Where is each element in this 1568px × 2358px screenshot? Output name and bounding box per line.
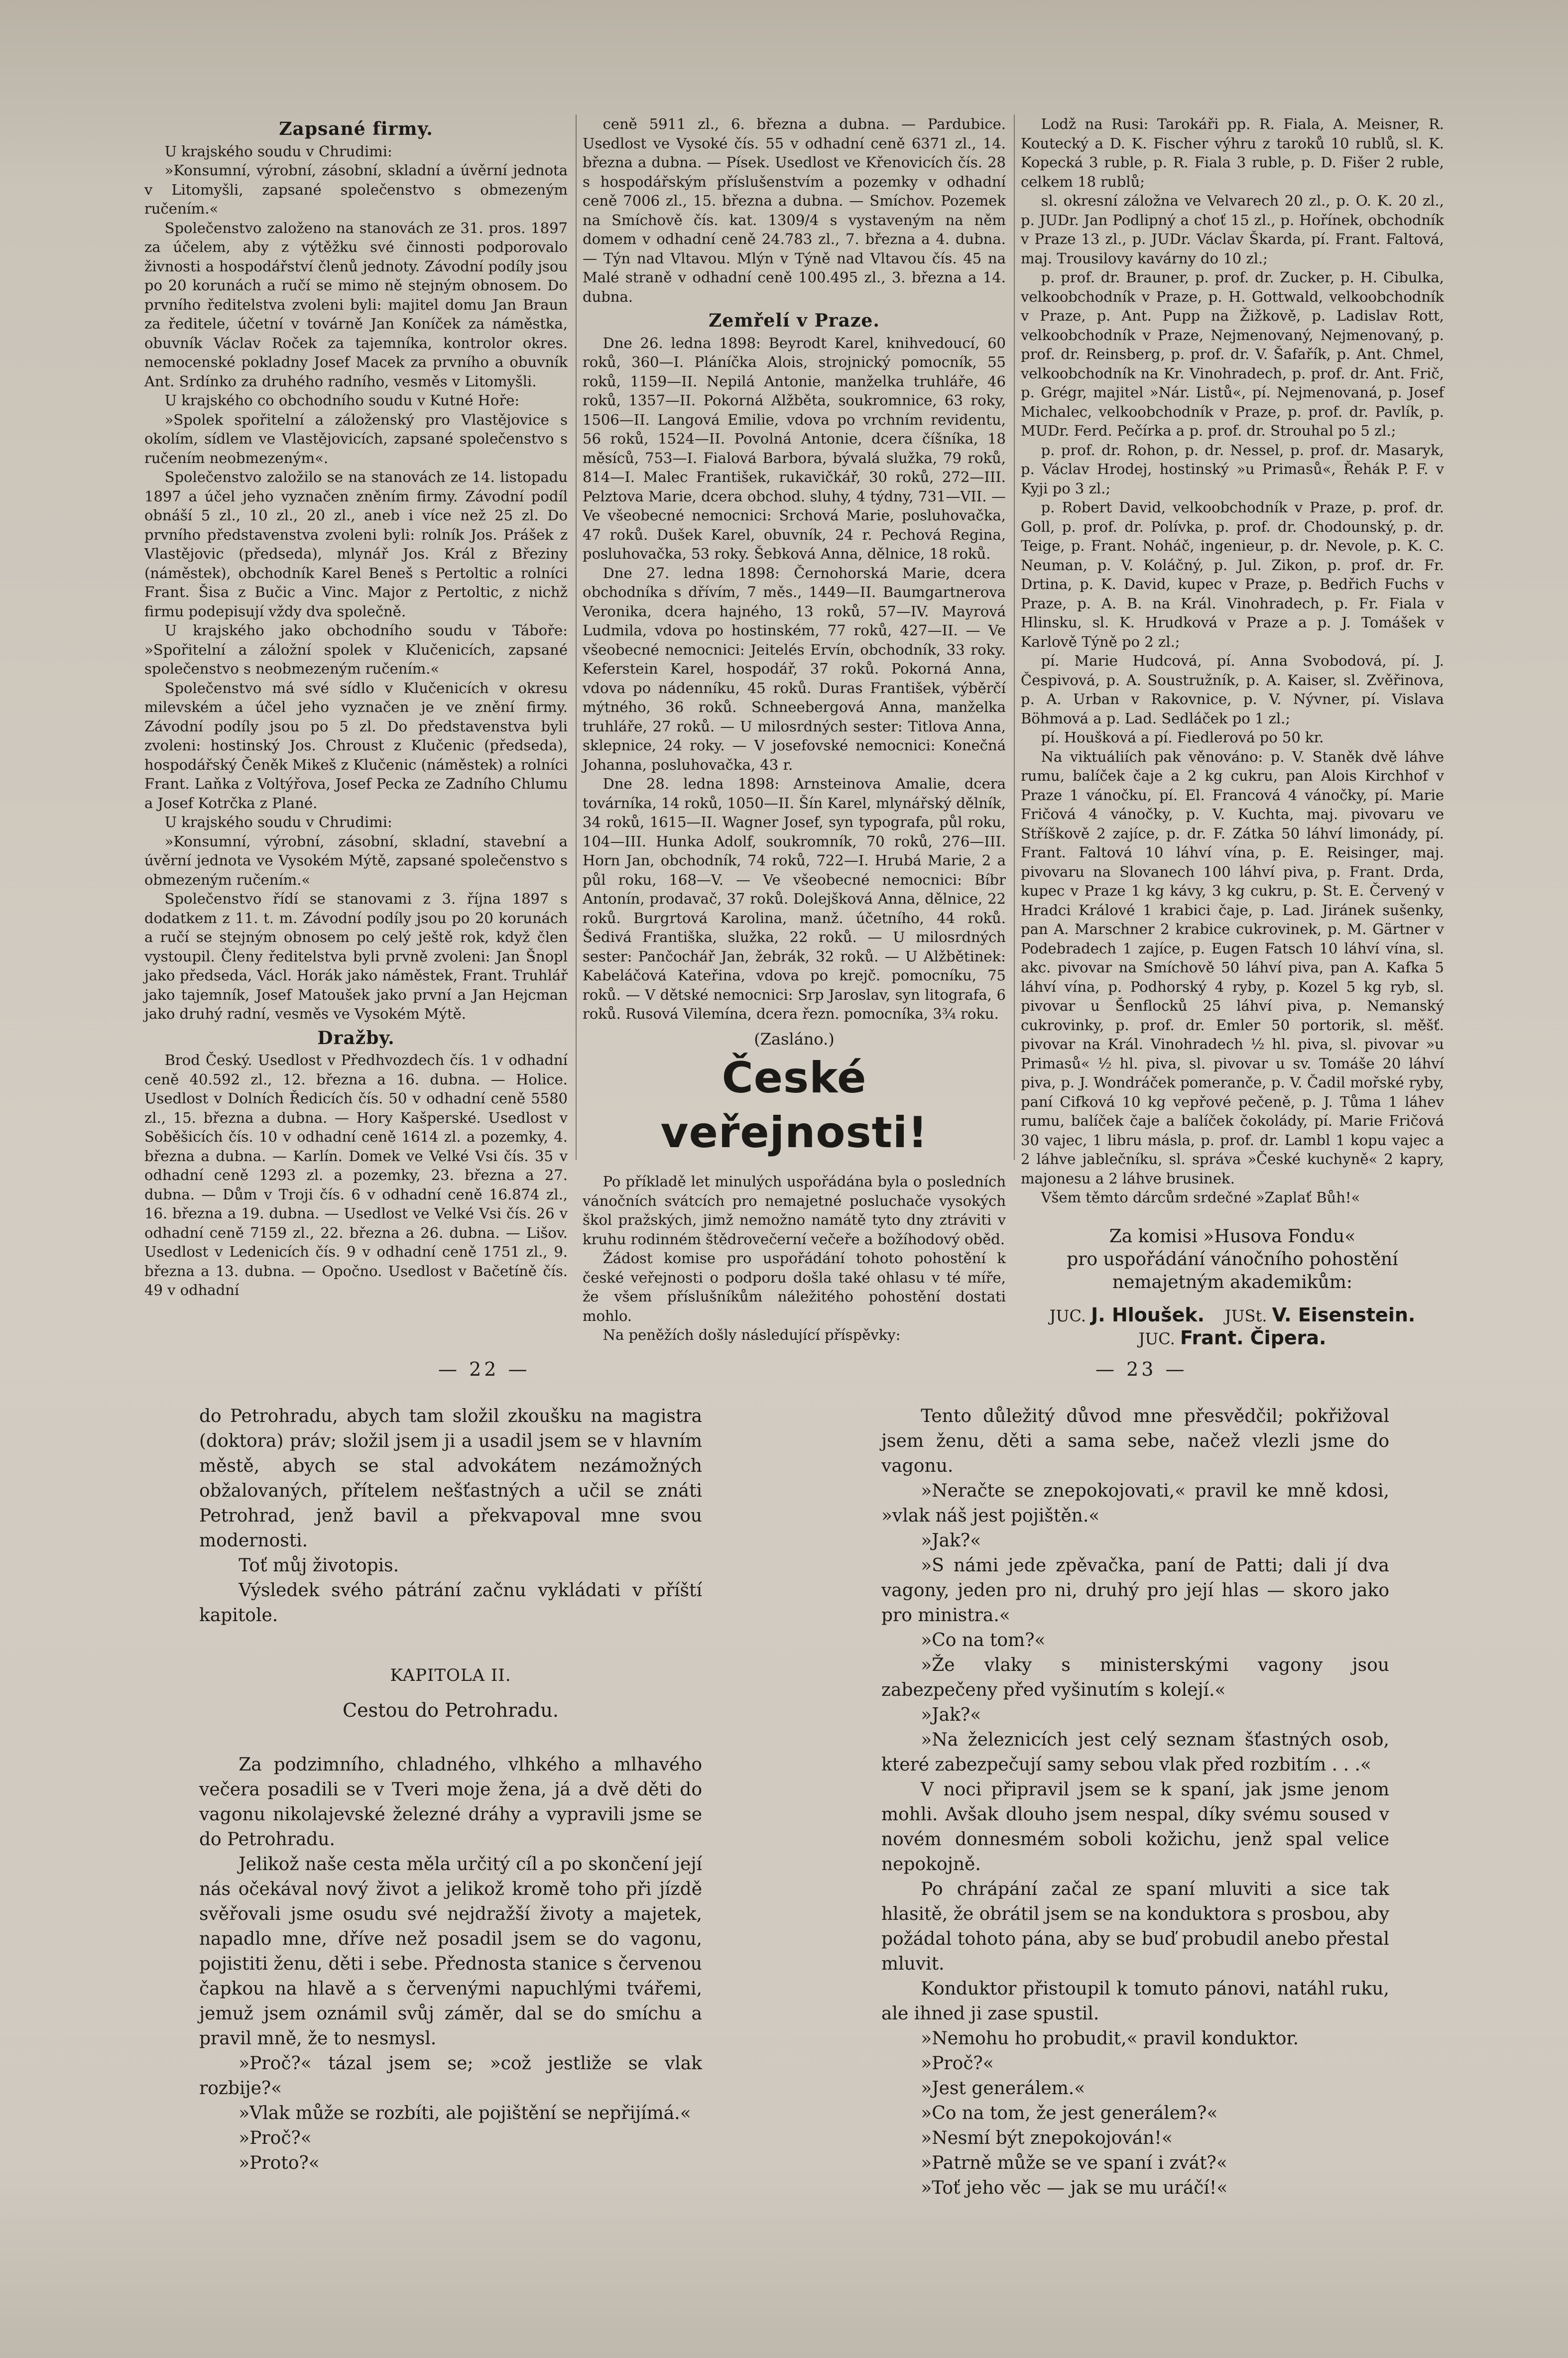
paragraph: »Jak?« — [921, 1531, 981, 1551]
section-heading-auctions: Dražby. — [317, 1027, 395, 1049]
paragraph: »Co na tom?« — [921, 1630, 1046, 1651]
signature-title: JUC. — [1049, 1306, 1086, 1325]
signature-name: J. Hloušek. — [1091, 1303, 1205, 1326]
paragraph: »Toť jeho věc — jak se mu uráčí!« — [921, 2178, 1228, 2198]
paragraph: Tento důležitý důvod mne přesvědčil; pokřižoval jsem ženu, děti a sama sebe, načež vlezli jsme do vagonu. — [881, 1406, 1389, 1476]
paragraph: Lodž na Rusi: Tarokáři pp. R. Fiala, A. Meisner, R. Koutecký a D. K. Fischer výhru z taroků 10 rublů, sl. K. Kopecká 3 ruble, p. R. Fiala 3 ruble, p. D. Fišer 2 ruble, celkem 18 rublů; — [1021, 116, 1444, 190]
paragraph: »Konsumní, výrobní, zásobní, skladní, stavební a úvěrní jednota ve Vysokém Mýtě, zapsané společenstvo s obmezeným ručením.« — [144, 832, 568, 888]
paragraph: Jelikož naše cesta měla určitý cíl a po skončení její nás očekával nový život a jelikož kromě toho při jízdě svěřovali jsme osudu své nejdražší životy a majetek, napadlo mne, dříve než posadil jsem se do vagonu, pojistiti ženu, děti i sebe. Přednosta stanice s červenou čapkou na hlavě a s červenými napuchlými tvářemi, jemuž jsem oznámil svůj záměr, dal se do smíchu a pravil mně, že to nesmysl. — [199, 1854, 702, 2049]
page-number-left: — 22 — — [438, 1358, 530, 1380]
paragraph: »Jak?« — [921, 1705, 981, 1725]
paragraph: »Že vlaky s ministerskými vagony jsou zabezpečeny před vyšinutím s kolejí.« — [881, 1655, 1389, 1700]
paragraph: Dne 27. ledna 1898: Černohorská Marie, dcera obchodníka s dřívím, 7 měs., 1449—II. Baumgartnerova Veronika, dcera hajného, 13 roků, 57—IV. Mayrová Ludmila, vdova po hostinském, 77 roků, 427—II. — Ve všeobecné nemocnici: Jeitelés Ervín, obchodník, 33 roky. Keferstein Karel, hospodář, 37 roků. Pokorná Anna, vdova po nádenníku, 45 roků. Duras František, výběrčí mýtného, 36 roků. Schneebergová Anna, manželka truhláře, 27 roků. — U milosrdných sester: Titlova Anna, sklepnice, 24 roky. — V josefovské nemocnici: Konečná Johanna, posluhovačka, 43 r. — [583, 564, 1006, 773]
commission-heading — [1021, 1225, 1444, 1294]
paragraph: Na peněžích došly následující příspěvky: — [603, 1326, 901, 1343]
paragraph: »Patrně může se ve spaní i zvát?« — [921, 2153, 1227, 2173]
page-number-right: — 23 — — [1095, 1358, 1188, 1380]
banner-headline: České veřejnosti! — [660, 1053, 928, 1158]
paragraph: »Na železnicích jest celý seznam šťastných osob, které zabezpečují samy sebou vlak před rozbitím . . .« — [881, 1730, 1389, 1775]
paragraph: »Neračte se znepokojovati,« pravil ke mně kdosi, »vlak náš jest pojištěn.« — [881, 1481, 1389, 1526]
signature-name: Frant. Čipera. — [1180, 1326, 1327, 1349]
section-heading-firms: Zapsané firmy. — [279, 118, 433, 139]
paragraph: U krajského soudu v Chrudimi: — [164, 142, 392, 160]
chapter-number: KAPITOLA II. — [390, 1665, 511, 1685]
paragraph: Dne 26. ledna 1898: Beyrodt Karel, knihvedoucí, 60 roků, 360—I. Pláníčka Alois, strojnický pomocník, 55 roků, 1159—II. Nepilá Antonie, manželka truhláře, 46 roků, 1357—II. Pokorná Alžběta, soukromnice, 63 roky, 1506—II. Langová Emilie, vdova po vrchním revidentu, 56 roků, 1524—II. Povolná Antonie, dcera číšníka, 18 měsíců, 753—I. Fialová Barbora, bývalá služka, 79 roků, 814—I. Malec František, rukavičkář, 30 roků, 272—III. Pelztova Marie, dcera obchod. sluhy, 4 týdny, 731—VII. — Ve všeobecné nemocnici: Srchová Marie, posluhovačka, 47 roků. Dušek Karel, obuvník, 24 r. Pechová Regina, posluhovačka, 53 roky. Šebková Anna, dělnice, 18 roků. — [583, 334, 1006, 562]
signatures — [1021, 1304, 1444, 1350]
paragraph: »Proč?« — [921, 2053, 994, 2074]
paragraph: do Petrohradu, abych tam složil zkoušku na magistra (doktora) práv; složil jsem ji a usadil jsem se v hlavním městě, abych se stal advokátem nezámožných obžalovaných, přítelem nešťastných a učil se znáti Petrohrad, jenž bavil a překvapoval mne svou modernosti. — [199, 1406, 702, 1551]
paragraph: U krajského soudu v Chrudimi: — [164, 814, 392, 830]
paragraph: pí. Marie Hudcová, pí. Anna Svobodová, pí. J. Čespivová, p. A. Soustružník, p. A. Kaiser, sl. Zvěřinova, p. A. Urban v Rakovnice, p. V. Nývner, pí. Vislava Böhmová a p. Lad. Sedláček po 1 zl.; — [1021, 652, 1444, 727]
paragraph: Společenstvo řídí se stanovami z 3. října 1897 s dodatkem z 11. t. m. Závodní podíly jsou po 20 korunách a ručí se stejným obnosem po celý ještě rok, když člen vystoupil. Členy ředitelstva byli prvně zvoleni: Jan Šnopl jako předseda, Václ. Horák jako náměstek, Frant. Truhlář jako tajemník, Josef Matoušek jako první a Jan Hejcman jako druhý radní, vesměs ve Vysokém Mýtě. — [144, 890, 568, 1022]
book-page-right — [881, 1404, 1389, 2226]
chapter-title: Cestou do Petrohradu. — [343, 1699, 559, 1721]
paragraph: »Co na tom, že jest generálem?« — [921, 2103, 1218, 2123]
paragraph: V noci připravil jsem se k spaní, jak jsme jenom mohli. Avšak dlouho jsem nespal, díky svému soused v novém donnesmém soboli kožichu, jenž spal velice nepokojně. — [881, 1779, 1389, 1875]
commission-line: pro uspořádání vánočního pohostění nemajetným akademikům: — [1067, 1249, 1398, 1293]
paragraph: Na viktuáliích pak věnováno: p. V. Staněk dvě láhve rumu, balíček čaje a 2 kg cukru, pan Alois Kirchhof v Praze 1 vánočku, pí. El. Francová 4 vánočky, pí. Marie Fričová 4 vánočky, p. V. Kuchta, maj. pivovaru ve Stříškově 2 zajíce, p. dr. F. Zátka 50 láhví limonády, pí. Frant. Faltová 10 láhví vína, p. E. Reisinger, maj. pivovaru na Slovanech 100 láhví piva, p. Frant. Drda, kupec v Praze 1 kg kávy, 3 kg cukru, p. St. E. Červený v Hradci Králové 1 krabici čaje, p. Lad. Jiránek sušenky, pan A. Marschner 2 krabice cukrovinek, p. M. Gärtner v Podebradech 1 zajíce, p. Eugen Fatsch 10 láhví vína, sl. akc. pivovar na Smíchově 50 láhví piva, pan A. Kafka 5 láhví vína, p. Podhorský 4 ryby, p. Kozel 5 kg ryb, sl. pivovar u Šenflocků 25 láhví piva, p. Nemanský cukrovinky, p. prof. dr. Emler 50 portorik, sl. měšť. pivovar na Král. Vinohradech ½ hl. piva, sl. pivovar »u Primasů« ½ hl. piva, sl. pivovar u sv. Tomáše 20 láhví piva, p. J. Wondráček pomeranče, p. V. Čadil mořské ryby, paní Cifková 10 kg vepřové pečeně, p. J. Tůma 1 láhev rumu, balíček čaje a balíček čokolády, pí. Marie Fričová 30 vajec, 1 libru másla, p. prof. dr. Lambl 1 kopu vajec a 2 láhve jablečníku, sl. správa »České kuchyně« 2 kapry, majonesu a 2 láhve brusinek. — [1021, 748, 1444, 1187]
signature-name: V. Eisenstein. — [1272, 1303, 1416, 1326]
paragraph: »Jest generálem.« — [921, 2078, 1086, 2099]
signature-title: JUC. — [1138, 1329, 1175, 1348]
paragraph: Toť můj životopis. — [239, 1555, 399, 1576]
paragraph: Po chrápání začal ze spaní mluviti a sice tak hlasitě, že obrátil jsem se na konduktora s prosbou, aby požádal tohoto pána, aby se buď probudil anebo přestal mluvit. — [881, 1879, 1389, 1974]
paragraph: sl. okresní záložna ve Velvarech 20 zl., p. O. K. 20 zl., p. JUDr. Jan Podlipný a choť 15 zl., p. Hořínek, obchodník v Praze 13 zl., p. JUDr. Václav Škarda, pí. Frant. Faltová, maj. Trousilovy kavárny do 10 zl.; — [1021, 192, 1444, 267]
paragraph: »S námi jede zpěvačka, paní de Patti; dali jí dva vagony, jeden pro ni, druhý pro její hlas — skoro jako pro ministra.« — [881, 1555, 1389, 1626]
paragraph: »Proto?« — [239, 2153, 320, 2173]
newspaper-column-2 — [583, 115, 1006, 1343]
paragraph: Výsledek svého pátrání začnu vykládati v příští kapitole. — [199, 1580, 702, 1626]
paragraph: »Spolek spořitelní a záloženský pro Vlastějovice s okolím, sídlem ve Vlastějovicích, zapsané společenstvo s ručením neobmezeným«. — [144, 411, 568, 467]
paragraph: Žádost komise pro uspořádání tohoto pohostění k české veřejnosti o podporu došla také ohlasu v té míře, že všem příslušníkům náležitého pohostění dostati mohlo. — [583, 1250, 1006, 1324]
paragraph: Všem těmto dárcům srdečné »Zaplať Bůh!« — [1041, 1189, 1360, 1206]
signature-title: JUSt. — [1224, 1306, 1267, 1325]
paragraph: Konduktor přistoupil k tomuto pánovi, natáhl ruku, ale ihned ji zase spustil. — [881, 1979, 1389, 2024]
paragraph: Společenstvo založilo se na stanovách ze 14. listopadu 1897 a účel jeho vyznačen zněním firmy. Závodní podíl obnáší 5 zl., 10 zl., 20 zl., aneb i více než 25 zl. Do prvního představenstva zvoleni byli: rolník Jos. Prášek z Vlastějovic (předseda), mlynář Jos. Král z Březiny (náměstek), obchodník Karel Beneš s Pertoltic a rolníci Frant. Šisa z Bučic a Vinc. Major z Pertoltic, z nichž firmu podepisují vždy dva společně. — [144, 469, 568, 620]
newspaper-column-1 — [144, 115, 568, 1298]
paragraph: U krajského co obchodního soudu v Kutné Hoře: — [164, 392, 520, 409]
column-divider — [1014, 115, 1015, 1160]
book-page-left — [199, 1404, 702, 2226]
paragraph: Společenstvo založeno na stanovách ze 31. pros. 1897 za účelem, aby z výtěžku své činnosti podporovalo živnosti a hospodářství členů jednoty. Závodní podíly jsou po 20 korunách a ručí se mimo ně stejným obnosem. Do prvního ředitelstva zvoleni byli: majitel domu Jan Braun za ředitele, účetní v továrně Jan Koníček za náměstka, obuvník Václav Roček za tajemníka, kontrolor okres. nemocenské pokladny Josef Macek za prvního a obuvník Ant. Srdínko za druhého radního, vesměs v Litomyšli. — [144, 219, 568, 390]
paragraph: Společenstvo má své sídlo v Klučenicích v okresu milevském a účel jeho vyznačen je ve znění firmy. Závodní podíly jsou po 5 zl. Do představenstva byli zvoleni: hostinský Jos. Chroust z Klučenic (předseda), hospodářský Čeněk Mikeš z Klučenic (náměstek) a rolníci Frant. Laňka z Voltýřova, Josef Pecka ze Zadního Chlumu a Josef Kotrčka z Plané. — [144, 679, 568, 812]
paragraph: »Konsumní, výrobní, zásobní, skladní a úvěrní jednota v Litomyšli, zapsané společenstvo s obmezeným ručením.« — [144, 162, 568, 217]
commission-line: Za komisi »Husova Fondu« — [1109, 1226, 1356, 1247]
paragraph: p. Robert David, velkoobchodník v Praze, p. prof. dr. Goll, p. prof. dr. Polívka, p. prof. dr. Chodounský, p. dr. Teige, p. Frant. Noháč, ingenieur, p. dr. Nevole, p. K. C. Neuman, p. V. Koláčný, p. Jul. Zikon, p. prof. dr. Fr. Drtina, p. K. David, kupec v Praze, p. Bedřich Fuchs v Praze, p. A. B. na Král. Vinohradech, p. Fr. Fiala v Hlinsku, sl. K. Hrudková v Praze a p. J. Tomášek v Karlově Týně po 2 zl.; — [1021, 499, 1444, 650]
paragraph: ceně 5911 zl., 6. března a dubna. — Pardubice. Usedlost ve Vysoké čís. 55 v odhadní ceně 6371 zl., 14. března a dubna. — Písek. Usedlost ve Křenovicích čís. 28 s hospodářským příslušenstvím a pozemky v odhadní ceně 7006 zl., 15. března a dubna. — Smíchov. Pozemek na Smíchově čís. kat. 1309/4 s vystaveným na něm domem v odhadní ceně 24.783 zl., 7. března a 4. dubna. — Týn nad Vltavou. Mlýn v Týně nad Vltavou čís. 45 na Malé straně v odhadní ceně 100.495 zl., 3. března a 14. dubna. — [583, 116, 1006, 305]
paragraph: »Vlak může se rozbíti, ale pojištění se nepřijímá.« — [239, 2103, 691, 2123]
paragraph: Po příkladě let minulých uspořádána byla o posledních vánočních svátcích pro nemajetné posluchače vysokých škol pražských, jimž nemožno namátě tyto dny ztráviti v kruhu rodinném štědrovečerní večeře a božíhodový oběd. — [583, 1173, 1006, 1248]
zaslano-label: (Zasláno.) — [754, 1029, 835, 1049]
paragraph: Za podzimního, chladného, vlhkého a mlhavého večera posadili se v Tveri moje žena, já a dvě děti do vagonu nikolajevské železné dráhy a vypravili jsme se do Petrohradu. — [199, 1755, 702, 1850]
column-divider — [576, 115, 577, 1160]
paragraph: Brod Český. Usedlost v Předhvozdech čís. 1 v odhadní ceně 40.592 zl., 12. března a 16. dubna. — Holice. Usedlost v Dolních Ředicích čís. 50 v odhadní ceně 5580 zl., 15. března a dubna. — Hory Kašperské. Usedlost v Soběšicích čís. 10 v odhadní ceně 1614 zl. a pozemky, 4. března a dubna. — Karlín. Domek ve Velké Vsi čís. 35 v odhadní ceně 1293 zl. a pozemky, 23. března a 27. dubna. — Dům v Troji čís. 6 v odhadní ceně 16.874 zl., 16. března a 19. dubna. — Usedlost ve Velké Vsi čís. 26 v odhadní ceně 7159 zl., 22. března a 26. dubna. — Lišov. Usedlost v Ledenicích čís. 9 v odhadní ceně 1751 zl., 9. března a 13. dubna. — Opočno. Usedlost v Bačetíně čís. 49 v odhadní — [144, 1052, 568, 1298]
paragraph: Dne 28. ledna 1898: Arnsteinova Amalie, dcera továrníka, 14 roků, 1050—II. Šín Karel, mlynářský dělník, 34 roků, 1615—II. Wagner Josef, syn typografa, půl roku, 104—III. Hunka Adolf, soukromník, 70 roků, 276—III. Horn Jan, obchodník, 74 roků, 722—I. Hrubá Marie, 2 a půl roku, 168—V. — Ve všeobecné nemocnici: Bíbr Antonín, prodavač, 37 roků. Dolejšková Anna, dělnice, 22 roků. Burgrtová Karolina, manž. účetního, 44 roků. Šedivá Františka, služka, 22 roků. — U milosrdných sester: Pančochář Jan, žebrák, 32 roků. — U Alžbětinek: Kabeláčová Kateřina, vdova po krejč. pomocníku, 75 roků. — V dětské nemocnici: Srp Jaroslav, syn litografa, 6 roků. Rusová Vilemína, dcera řezn. pomocníka, 3¾ roku. — [583, 775, 1006, 1022]
paragraph: »Nesmí být znepokojován!« — [921, 2128, 1173, 2148]
paragraph: »Proč?« — [239, 2128, 312, 2148]
section-heading-deaths: Zemřelí v Praze. — [709, 310, 880, 331]
paragraph: pí. Houšková a pí. Fiedlerová po 50 kr. — [1041, 729, 1324, 746]
paragraph: »Proč?« tázal jsem se; »což jestliže se vlak rozbije?« — [199, 2053, 702, 2099]
paragraph: »Nemohu ho probudit,« pravil konduktor. — [921, 2028, 1299, 2049]
paragraph: p. prof. dr. Brauner, p. prof. dr. Zucker, p. H. Cibulka, velkoobchodník v Praze, p. H. Gottwald, velkoobchodník v Praze, p. Ant. Pupp na Žižkově, p. Ladislav Rott, velkoobchodník v Praze, Nejmenovaný, Nejmenovaný, p. prof. dr. Reinsberg, p. prof. dr. V. Šafařík, p. Ant. Chmel, velkoobchodník na Kr. Vinohradech, p. prof. dr. Ant. Frič, p. Grégr, majitel »Nár. Listů«, pí. Nejmenovaná, p. Josef Michalec, velkoobchodník v Praze, p. prof. dr. Pavlík, p. MUDr. Ferd. Pečírka a p. prof. dr. Strouhal po 5 zl.; — [1021, 269, 1444, 439]
newspaper-column-3 — [1021, 115, 1444, 1349]
paragraph: p. prof. dr. Rohon, p. dr. Nessel, p. prof. dr. Masaryk, p. Václav Hrodej, hostinský »u Primasů«, Řehák P. F. v Kyji po 3 zl.; — [1021, 441, 1444, 497]
paragraph: U krajského jako obchodního soudu v Táboře: »Spořitelní a záložní spolek v Klučenicích, zapsané společenstvo s neobmezeným ručením.« — [144, 622, 568, 677]
